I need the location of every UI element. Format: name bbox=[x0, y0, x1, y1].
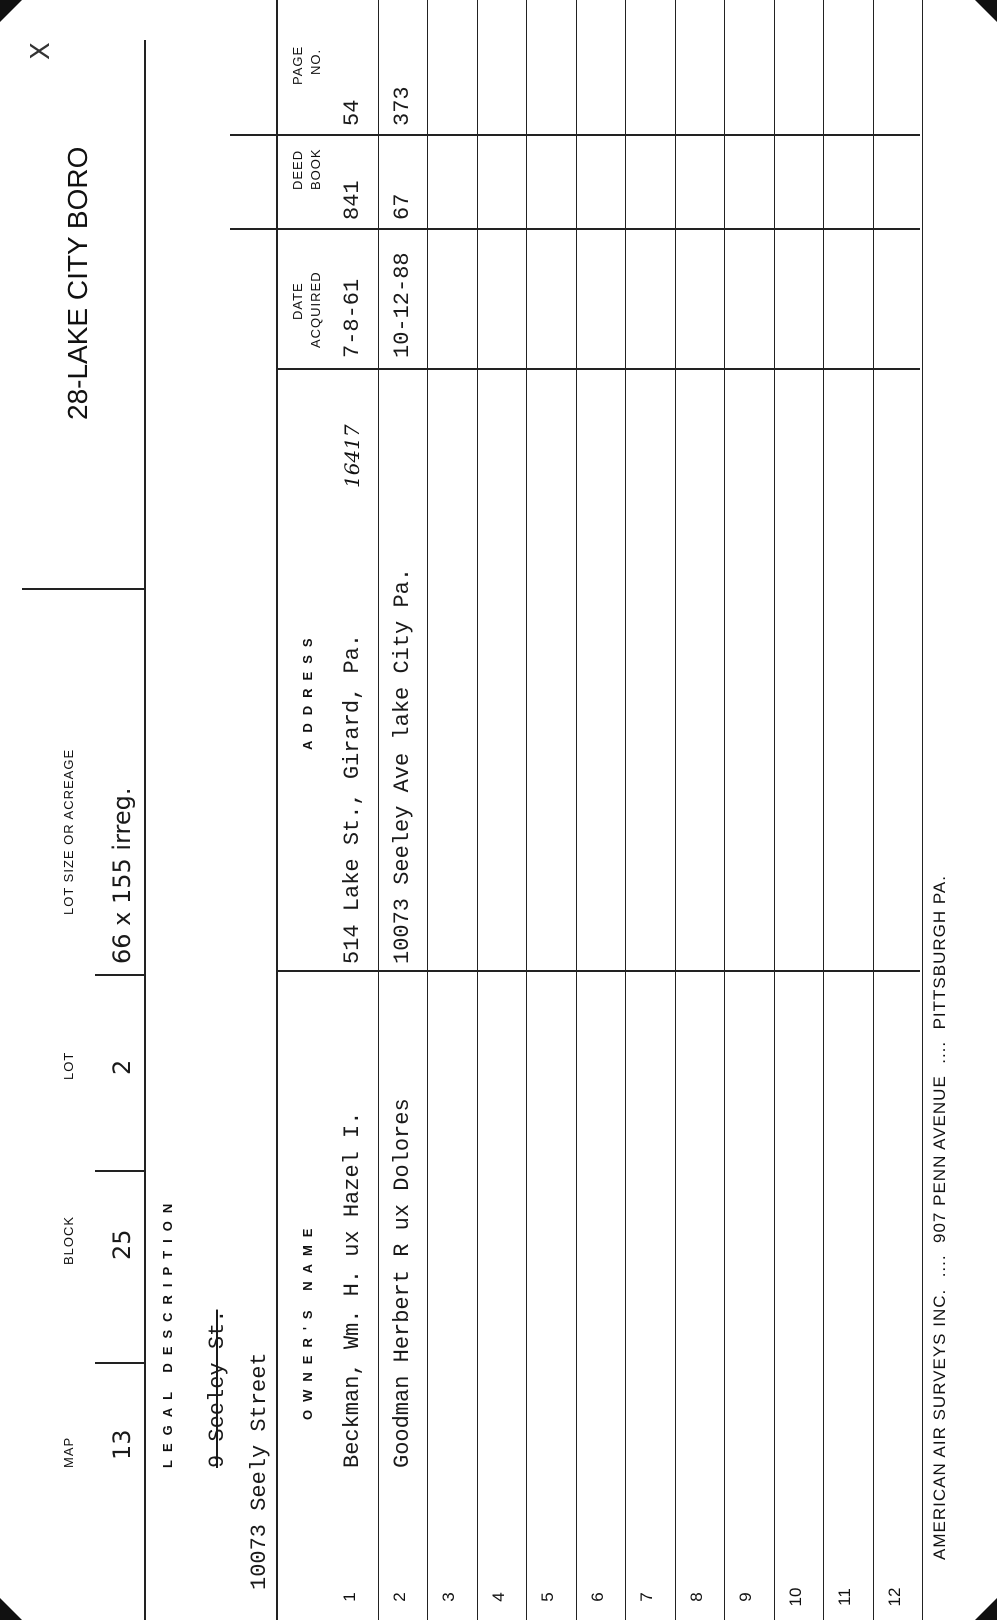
row-rule bbox=[576, 0, 577, 1620]
row-rule bbox=[378, 0, 379, 1620]
lot-value: 2 bbox=[108, 1059, 136, 1075]
owner-address: 514 Lake St., Girard, Pa. bbox=[340, 633, 365, 964]
row-rule bbox=[922, 0, 923, 1620]
row-number: 7 bbox=[637, 1592, 656, 1602]
row-rule bbox=[625, 0, 626, 1620]
row-number: 10 bbox=[785, 1587, 805, 1607]
row-number: 1 bbox=[340, 1592, 359, 1602]
corner-top-left bbox=[0, 1598, 22, 1620]
lot-size-divider bbox=[95, 974, 145, 976]
corner-top-right bbox=[0, 0, 22, 22]
block-lot-divider bbox=[95, 1170, 145, 1172]
date-header-top-rule bbox=[276, 0, 278, 370]
date-acquired-header-2: ACQUIRED bbox=[308, 271, 323, 348]
owner-address: 10073 Seeley Ave lake City Pa. bbox=[389, 567, 415, 964]
map-block-divider bbox=[95, 1362, 145, 1364]
owner-name: Beckman, Wm. H. ux Hazel I. bbox=[340, 1111, 365, 1468]
row-rule bbox=[526, 0, 527, 1620]
block-value: 25 bbox=[108, 1229, 136, 1260]
map-header: MAP bbox=[61, 1436, 76, 1468]
page-no: 373 bbox=[389, 86, 415, 126]
row-number: 9 bbox=[736, 1592, 755, 1602]
row-number: 5 bbox=[538, 1592, 557, 1602]
lot-size-value: 66 x 155 irreg. bbox=[108, 787, 136, 964]
date-acquired: 7-8-61 bbox=[340, 278, 365, 358]
date-acquired-header-1: DATE bbox=[290, 282, 305, 320]
owners-name-header: OWNER'S NAME bbox=[300, 1220, 315, 1420]
row-rule bbox=[873, 0, 874, 1620]
row-rule bbox=[774, 0, 775, 1620]
date-acquired: 10-12-88 bbox=[389, 252, 415, 358]
deed-book: 67 bbox=[389, 193, 415, 220]
deed-book: 841 bbox=[340, 180, 365, 220]
deed-book-header-2: BOOK bbox=[308, 148, 323, 190]
block-header: BLOCK bbox=[61, 1215, 76, 1265]
row-number: 12 bbox=[884, 1587, 904, 1607]
owner-name: Goodman Herbert R ux Dolores bbox=[389, 1098, 415, 1468]
address-header: ADDRESS bbox=[300, 630, 315, 750]
page-no-header-1: PAGE bbox=[290, 45, 305, 85]
corner-bottom-right bbox=[975, 0, 997, 22]
row-number: 4 bbox=[488, 1592, 508, 1602]
lot-size-end bbox=[22, 588, 144, 590]
footer-credit: AMERICAN AIR SURVEYS INC. .... 907 PENN AVENUE .... PITTSBURGH PA. bbox=[930, 875, 949, 1560]
row-number: 6 bbox=[587, 1592, 607, 1602]
row-rule bbox=[724, 0, 725, 1620]
card-title: 28-LAKE CITY BORO bbox=[62, 146, 93, 420]
legal-line-struck: 9 Seeley St. bbox=[205, 1309, 230, 1468]
map-value: 13 bbox=[108, 1429, 136, 1460]
row-rule bbox=[427, 0, 428, 1620]
corner-mark: X bbox=[26, 42, 56, 60]
legal-line-current: 10073 Seely Street bbox=[247, 1352, 272, 1590]
page-no: 54 bbox=[340, 99, 365, 126]
legal-description-header: LEGAL DESCRIPTION bbox=[160, 1195, 175, 1468]
row-rule bbox=[675, 0, 676, 1620]
zip-note: 16417 bbox=[340, 424, 364, 488]
deed-book-header-1: DEED bbox=[290, 149, 305, 190]
header-values-rule bbox=[144, 40, 146, 1620]
lot-size-header: LOT SIZE OR ACREAGE bbox=[61, 748, 76, 915]
row-rule bbox=[823, 0, 824, 1620]
row-number: 2 bbox=[389, 1592, 409, 1602]
page-no-header-2: NO. bbox=[308, 48, 323, 75]
row-number: 3 bbox=[439, 1592, 458, 1602]
row-number: 8 bbox=[686, 1592, 706, 1602]
lot-header: LOT bbox=[61, 1051, 76, 1080]
row-number: 11 bbox=[835, 1588, 854, 1606]
corner-bottom-left bbox=[975, 1598, 997, 1620]
row-rule bbox=[477, 0, 478, 1620]
